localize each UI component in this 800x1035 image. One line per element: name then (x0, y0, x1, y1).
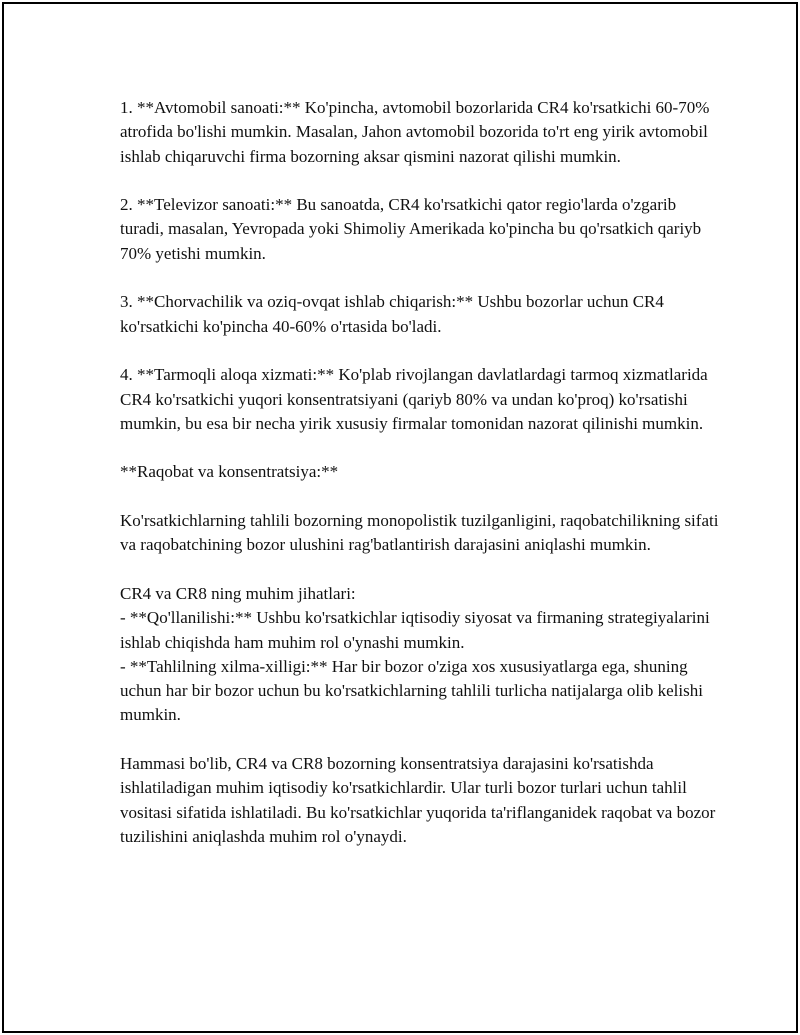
document-body (120, 96, 720, 874)
paragraph-television-industry: 2. **Televizor sanoati:** Bu sanoatda, CR4 ko'rsatkichi qator regio'larda o'zgarib turadi, masalan, Yevropada yoki Shimoliy Amerikada ko'pincha bu qo'rsatkich qariyb 70% yetishi mumkin. (120, 195, 702, 263)
feature-item-application: - **Qo'llanilishi:** Ushbu ko'rsatkichlar iqtisodiy siyosat va firmaning strategiyalarini ishlab chiqishda ham muhim rol o'ynashi mumkin. (120, 608, 710, 652)
paragraph-network-services: 4. **Tarmoqli aloqa xizmati:** Ko'plab rivojlangan davlatlardagi tarmoq xizmatlarida CR4 ko'rsatkichi yuqori konsentratsiyani (qariyb 80% va undan ko'proq) ko'rsatishi mumkin, bu esa bir necha yirik xususiy firmalar tomonidan nazorat qilinishi mumkin. (120, 365, 708, 433)
features-heading: CR4 va CR8 ning muhim jihatlari: (120, 583, 356, 603)
section-heading-competition: **Raqobat va konsentratsiya:** (120, 462, 339, 482)
feature-item-analysis-diversity: - **Tahlilning xilma-xilligi:** Har bir bozor o'ziga xos xususiyatlarga ega, shuning uchun har bir bozor uchun bu ko'rsatkichlarning tahlili turlicha natijalarga olib kelishi mumkin. (120, 656, 703, 725)
paragraph-conclusion: Hammasi bo'lib, CR4 va CR8 bozorning konsentratsiya darajasini ko'rsatishda ishlatiladigan muhim iqtisodiy ko'rsatkichlardir. Ular turli bozor turlari uchun tahlil vositasi sifatida ishlatiladi. Bu ko'rsatkichlar yuqorida ta'riflanganidek raqobat va bozor tuzilishini aniqlashda muhim rol o'ynaydi. (120, 754, 716, 846)
document-page (2, 2, 798, 1033)
paragraph-automobile-industry: 1. **Avtomobil sanoati:** Ko'pincha, avtomobil bozorlarida CR4 ko'rsatkichi 60-70% atrofida bo'lishi mumkin. Masalan, Jahon avtomobil bozorida to'rt eng yirik avtomobil ishlab chiqaruvchi firma bozorning aksar qismini nazorat qilishi mumkin. (120, 98, 710, 166)
paragraph-indicator-analysis: Ko'rsatkichlarning tahlili bozorning monopolistik tuzilganligini, raqobatchilikning sifati va raqobatchining bozor ulushini rag'batlantirish darajasini aniqlashi mumkin. (120, 511, 719, 555)
paragraph-livestock-food: 3. **Chorvachilik va oziq-ovqat ishlab chiqarish:** Ushbu bozorlar uchun CR4 ko'rsatkichi ko'pincha 40-60% o'rtasida bo'ladi. (120, 292, 664, 336)
